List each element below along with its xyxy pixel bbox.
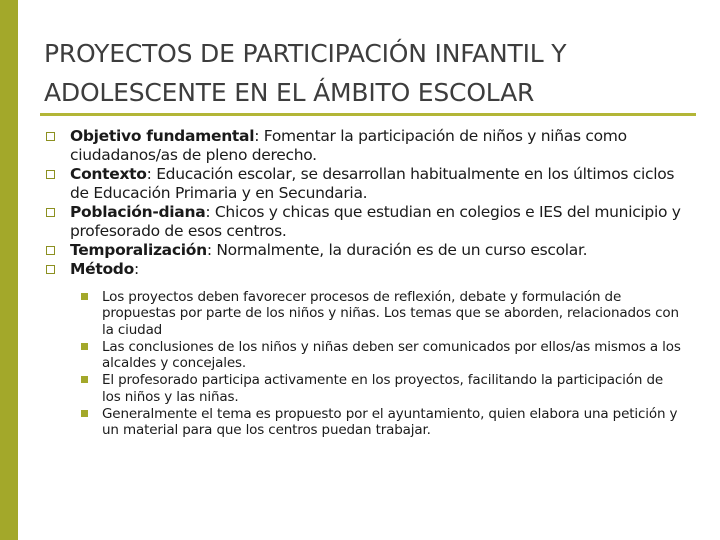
- square-bullet-icon: [81, 376, 88, 383]
- sub-bullet-item: [78, 406, 684, 439]
- square-bullet-icon: [81, 410, 88, 417]
- bullet-box-icon: [46, 132, 55, 141]
- bullet-poblacion: [44, 203, 684, 241]
- bullet-box-icon: [46, 246, 55, 255]
- bullet-box-icon: [46, 265, 55, 274]
- sub-bullet-text: Generalmente el tema es propuesto por el ayuntamiento, quien elabora una petición y un material para que los centros puedan trabajar.: [102, 406, 678, 439]
- sub-bullet-item: [78, 372, 684, 405]
- bullet-term: Objetivo fundamental: [70, 127, 255, 145]
- title-divider: [40, 113, 696, 116]
- bullet-text: : Fomentar la participación de niños y niñas como ciudadanos/as de pleno derecho.: [70, 127, 627, 164]
- slide-title: PROYECTOS DE PARTICIPACIÓN INFANTIL Y ADOLESCENTE EN EL ÁMBITO ESCOLAR: [44, 39, 567, 107]
- sub-bullet-text: Los proyectos deben favorecer procesos de reflexión, debate y formulación de propuestas por parte de los niños y niñas. Los temas que se aborden, relacionados con la ciudad: [102, 289, 679, 338]
- bullet-box-icon: [46, 208, 55, 217]
- bullet-term: Temporalización: [70, 241, 207, 259]
- square-bullet-icon: [81, 293, 88, 300]
- bullet-text: : Normalmente, la duración es de un curso escolar.: [206, 241, 588, 259]
- sub-bullet-item: [78, 339, 684, 372]
- bullet-term: Población-diana: [70, 203, 206, 221]
- sub-bullet-list: [78, 289, 684, 439]
- bullet-temporalizacion: [44, 241, 684, 260]
- bullet-term: Método: [70, 260, 134, 278]
- bullet-objetivo: [44, 127, 684, 165]
- bullet-text: : Chicos y chicas que estudian en colegios e IES del municipio y profesorado de esos centros.: [70, 203, 681, 240]
- bullet-box-icon: [46, 170, 55, 179]
- sub-bullet-text: El profesorado participa activamente en los proyectos, facilitando la participación de los niños y las niñas.: [102, 372, 664, 405]
- square-bullet-icon: [81, 343, 88, 350]
- bullet-text: :: [133, 260, 139, 278]
- bullet-text: : Educación escolar, se desarrollan habitualmente en los últimos ciclos de Educación Primaria y en Secundaria.: [70, 165, 675, 202]
- bullet-contexto: [44, 165, 684, 203]
- bullet-metodo: [44, 260, 684, 279]
- bullet-list: [44, 127, 684, 440]
- left-accent-bar: [0, 0, 18, 540]
- sub-bullet-item: [78, 289, 684, 338]
- sub-bullet-text: Las conclusiones de los niños y niñas deben ser comunicados por ellos/as mismos a los alcaldes y concejales.: [102, 338, 681, 372]
- bullet-term: Contexto: [70, 165, 147, 183]
